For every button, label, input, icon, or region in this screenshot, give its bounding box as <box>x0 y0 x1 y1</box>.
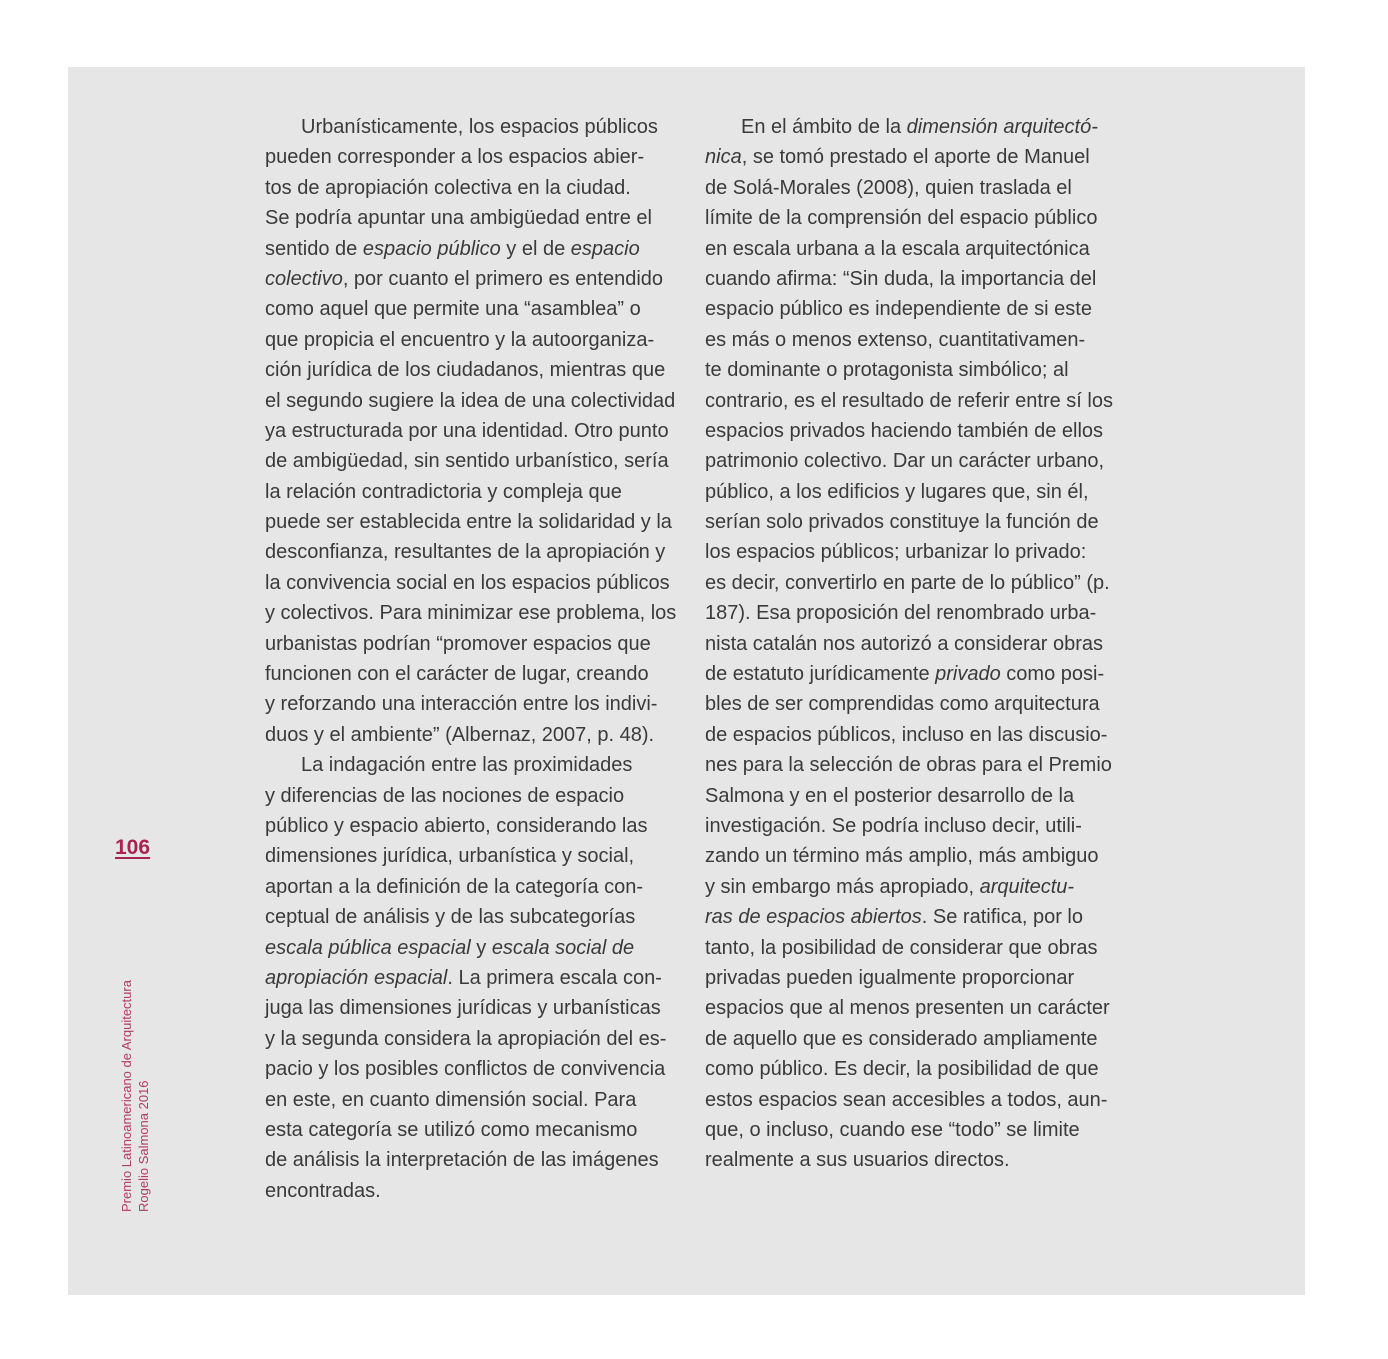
text-line <box>265 416 695 446</box>
text-line <box>705 507 1135 537</box>
text-segment: ya estructurada por una identidad. Otro punto <box>265 419 669 442</box>
text-segment: . Se ratifica, por lo <box>921 906 1083 929</box>
text-line <box>705 477 1135 507</box>
text-line <box>705 933 1135 963</box>
text-line <box>265 1115 695 1145</box>
text-line <box>705 294 1135 324</box>
text-line <box>705 203 1135 233</box>
italic-text: nica <box>705 146 742 169</box>
text-line <box>265 325 695 355</box>
italic-text: colectivo <box>265 267 343 290</box>
text-line <box>265 1054 695 1084</box>
text-segment: el segundo sugiere la idea de una colectividad <box>265 389 676 412</box>
text-segment: de análisis la interpretación de las imágenes <box>265 1149 659 1172</box>
text-line <box>265 902 695 932</box>
italic-text: arquitectu- <box>979 875 1075 898</box>
text-segment: en escala urbana a la escala arquitectónica <box>705 237 1090 260</box>
text-line <box>265 294 695 324</box>
text-line <box>705 355 1135 385</box>
text-line <box>265 598 695 628</box>
text-segment: aportan a la definición de la categoría con- <box>265 875 644 898</box>
text-line <box>705 750 1135 780</box>
text-segment: es decir, convertirlo en parte de lo público” (p. <box>705 571 1110 594</box>
text-segment: cuando afirma: “Sin duda, la importancia del <box>705 267 1097 290</box>
text-segment: público, a los edificios y lugares que, sin él, <box>705 480 1089 503</box>
text-line <box>265 537 695 567</box>
text-segment: nes para la selección de obras para el Premio <box>705 754 1112 777</box>
text-segment: que propicia el encuentro y la autoorganiza- <box>265 328 655 351</box>
text-segment: estos espacios sean accesibles a todos, aun- <box>705 1088 1108 1111</box>
text-segment: es más o menos extenso, cuantitativamen- <box>705 328 1086 351</box>
text-line <box>265 659 695 689</box>
italic-text: espacio <box>570 237 640 260</box>
text-segment: nista catalán nos autorizó a considerar obras <box>705 632 1104 655</box>
text-segment: zando un término más amplio, más ambiguo <box>705 845 1099 868</box>
text-line <box>265 841 695 871</box>
side-running-title <box>118 980 152 1212</box>
text-segment: ción jurídica de los ciudadanos, mientras que <box>265 359 666 382</box>
text-line <box>265 386 695 416</box>
text-line <box>265 477 695 507</box>
text-line <box>265 720 695 750</box>
text-line <box>705 872 1135 902</box>
text-line <box>265 993 695 1023</box>
italic-text: ras de espacios abiertos <box>705 906 922 929</box>
text-segment: esta categoría se utilizó como mecanismo <box>265 1118 638 1141</box>
right-text-column <box>705 112 1135 1176</box>
text-segment: como público. Es decir, la posibilidad de que <box>705 1058 1099 1081</box>
text-line <box>705 720 1135 750</box>
text-line <box>705 598 1135 628</box>
italic-text: escala pública espacial <box>265 936 471 959</box>
text-line <box>705 1085 1135 1115</box>
text-segment: límite de la comprensión del espacio público <box>705 207 1098 230</box>
text-line <box>705 416 1135 446</box>
italic-text: dimensión arquitectó- <box>906 116 1098 138</box>
text-line <box>705 1054 1135 1084</box>
italic-text: apropiación espacial <box>265 966 448 989</box>
text-segment: y diferencias de las nociones de espacio <box>265 784 625 807</box>
text-line <box>265 750 695 780</box>
text-line <box>705 689 1135 719</box>
text-segment: ceptual de análisis y de las subcategorías <box>265 906 636 929</box>
text-segment: Urbanísticamente, los espacios públicos <box>301 116 658 138</box>
text-segment: privadas pueden igualmente proporcionar <box>705 966 1075 989</box>
text-line <box>265 355 695 385</box>
text-segment: y la segunda considera la apropiación del es- <box>265 1027 667 1050</box>
italic-text: privado <box>935 663 1001 686</box>
side-title-line-1: Premio Latinoamericano de Arquitectura <box>119 980 134 1212</box>
text-line <box>265 689 695 719</box>
text-line <box>265 872 695 902</box>
text-line <box>265 1024 695 1054</box>
text-line <box>705 264 1135 294</box>
text-segment: , por cuanto el primero es entendido <box>342 267 664 290</box>
text-segment: y sin embargo más apropiado, <box>705 875 980 898</box>
side-title-line-2: Rogelio Salmona 2016 <box>136 1080 151 1212</box>
text-line <box>265 963 695 993</box>
text-segment: y el de <box>500 237 571 260</box>
text-segment: de espacios públicos, incluso en las discusio- <box>705 723 1108 746</box>
text-line <box>265 781 695 811</box>
text-line <box>265 1145 695 1175</box>
text-line <box>705 1145 1135 1175</box>
text-segment: realmente a sus usuarios directos. <box>705 1149 1010 1172</box>
text-segment: de Solá-Morales (2008), quien traslada el <box>705 176 1072 199</box>
text-line <box>705 811 1135 841</box>
text-segment: juga las dimensiones jurídicas y urbanísticas <box>265 997 661 1020</box>
italic-text: espacio público <box>362 237 501 260</box>
text-segment: y <box>470 936 492 959</box>
text-line <box>265 933 695 963</box>
text-segment: de aquello que es considerado ampliamente <box>705 1027 1098 1050</box>
page-number: 106 <box>115 836 151 859</box>
text-segment: espacio público es independiente de si este <box>705 298 1092 321</box>
text-segment: pueden corresponder a los espacios abier- <box>265 146 645 169</box>
text-segment: te dominante o protagonista simbólico; al <box>705 359 1069 382</box>
text-line <box>705 1024 1135 1054</box>
text-line <box>705 781 1135 811</box>
text-segment: 187). Esa proposición del renombrado urba- <box>705 602 1097 625</box>
left-text-column <box>265 112 695 1206</box>
text-segment: . La primera escala con- <box>447 966 662 989</box>
text-line <box>705 659 1135 689</box>
italic-text: escala social de <box>491 936 635 959</box>
text-segment: serían solo privados constituye la función de <box>705 511 1099 534</box>
text-segment: pacio y los posibles conflictos de convivencia <box>265 1058 666 1081</box>
text-segment: público y espacio abierto, considerando las <box>265 814 648 837</box>
text-line <box>705 446 1135 476</box>
text-segment: puede ser establecida entre la solidaridad y la <box>265 511 672 534</box>
text-line <box>265 1176 695 1206</box>
text-line <box>705 993 1135 1023</box>
text-segment: que, o incluso, cuando ese “todo” se limite <box>705 1118 1080 1141</box>
text-segment: En el ámbito de la <box>741 116 907 138</box>
text-segment: los espacios públicos; urbanizar lo privado: <box>705 541 1087 564</box>
text-line <box>265 568 695 598</box>
text-segment: , se tomó prestado el aporte de Manuel <box>741 146 1090 169</box>
text-line <box>705 902 1135 932</box>
text-segment: funcionen con el carácter de lugar, creando <box>265 663 649 686</box>
text-segment: espacios privados haciendo también de ellos <box>705 419 1104 442</box>
text-segment: en este, en cuanto dimensión social. Para <box>265 1088 637 1111</box>
text-segment: y colectivos. Para minimizar ese problema, los <box>265 602 677 625</box>
text-line <box>705 629 1135 659</box>
text-line <box>705 325 1135 355</box>
text-segment: dimensiones jurídica, urbanística y social, <box>265 845 635 868</box>
text-line <box>265 507 695 537</box>
text-line <box>265 1085 695 1115</box>
text-segment: espacios que al menos presenten un carácter <box>705 997 1110 1020</box>
text-segment: La indagación entre las proximidades <box>301 754 633 777</box>
text-line <box>705 568 1135 598</box>
text-segment: bles de ser comprendidas como arquitectura <box>705 693 1100 716</box>
text-line <box>705 537 1135 567</box>
text-line <box>265 203 695 233</box>
text-segment: como posi- <box>1000 663 1105 686</box>
text-segment: encontradas. <box>265 1179 381 1202</box>
text-segment: patrimonio colectivo. Dar un carácter urbano, <box>705 450 1105 473</box>
text-line <box>265 811 695 841</box>
text-segment: sentido de <box>265 237 363 260</box>
text-line <box>265 264 695 294</box>
text-line <box>705 234 1135 264</box>
text-segment: y reforzando una interacción entre los indivi- <box>265 693 658 716</box>
text-segment: investigación. Se podría incluso decir, utili- <box>705 814 1082 837</box>
text-line <box>705 963 1135 993</box>
text-segment: la relación contradictoria y compleja que <box>265 480 622 503</box>
text-line <box>265 142 695 172</box>
text-line <box>705 142 1135 172</box>
text-segment: la convivencia social en los espacios públicos <box>265 571 670 594</box>
text-segment: tos de apropiación colectiva en la ciudad. <box>265 176 631 199</box>
text-line <box>705 1115 1135 1145</box>
text-segment: desconfianza, resultantes de la apropiación y <box>265 541 666 564</box>
text-line <box>265 112 695 142</box>
text-line <box>705 841 1135 871</box>
text-segment: duos y el ambiente” (Albernaz, 2007, p. 48). <box>265 723 655 746</box>
text-segment: Salmona y en el posterior desarrollo de la <box>705 784 1075 807</box>
text-segment: de ambigüedad, sin sentido urbanístico, sería <box>265 450 669 473</box>
text-line <box>265 234 695 264</box>
text-line <box>265 629 695 659</box>
text-line <box>705 112 1135 142</box>
text-line <box>265 446 695 476</box>
text-line <box>705 386 1135 416</box>
text-segment: de estatuto jurídicamente <box>705 663 936 686</box>
text-segment: como aquel que permite una “asamblea” o <box>265 298 641 321</box>
text-line <box>705 173 1135 203</box>
text-segment: urbanistas podrían “promover espacios que <box>265 632 651 655</box>
text-segment: Se podría apuntar una ambigüedad entre el <box>265 207 652 230</box>
text-line <box>265 173 695 203</box>
text-segment: contrario, es el resultado de referir entre sí los <box>705 389 1113 412</box>
text-segment: tanto, la posibilidad de considerar que obras <box>705 936 1098 959</box>
